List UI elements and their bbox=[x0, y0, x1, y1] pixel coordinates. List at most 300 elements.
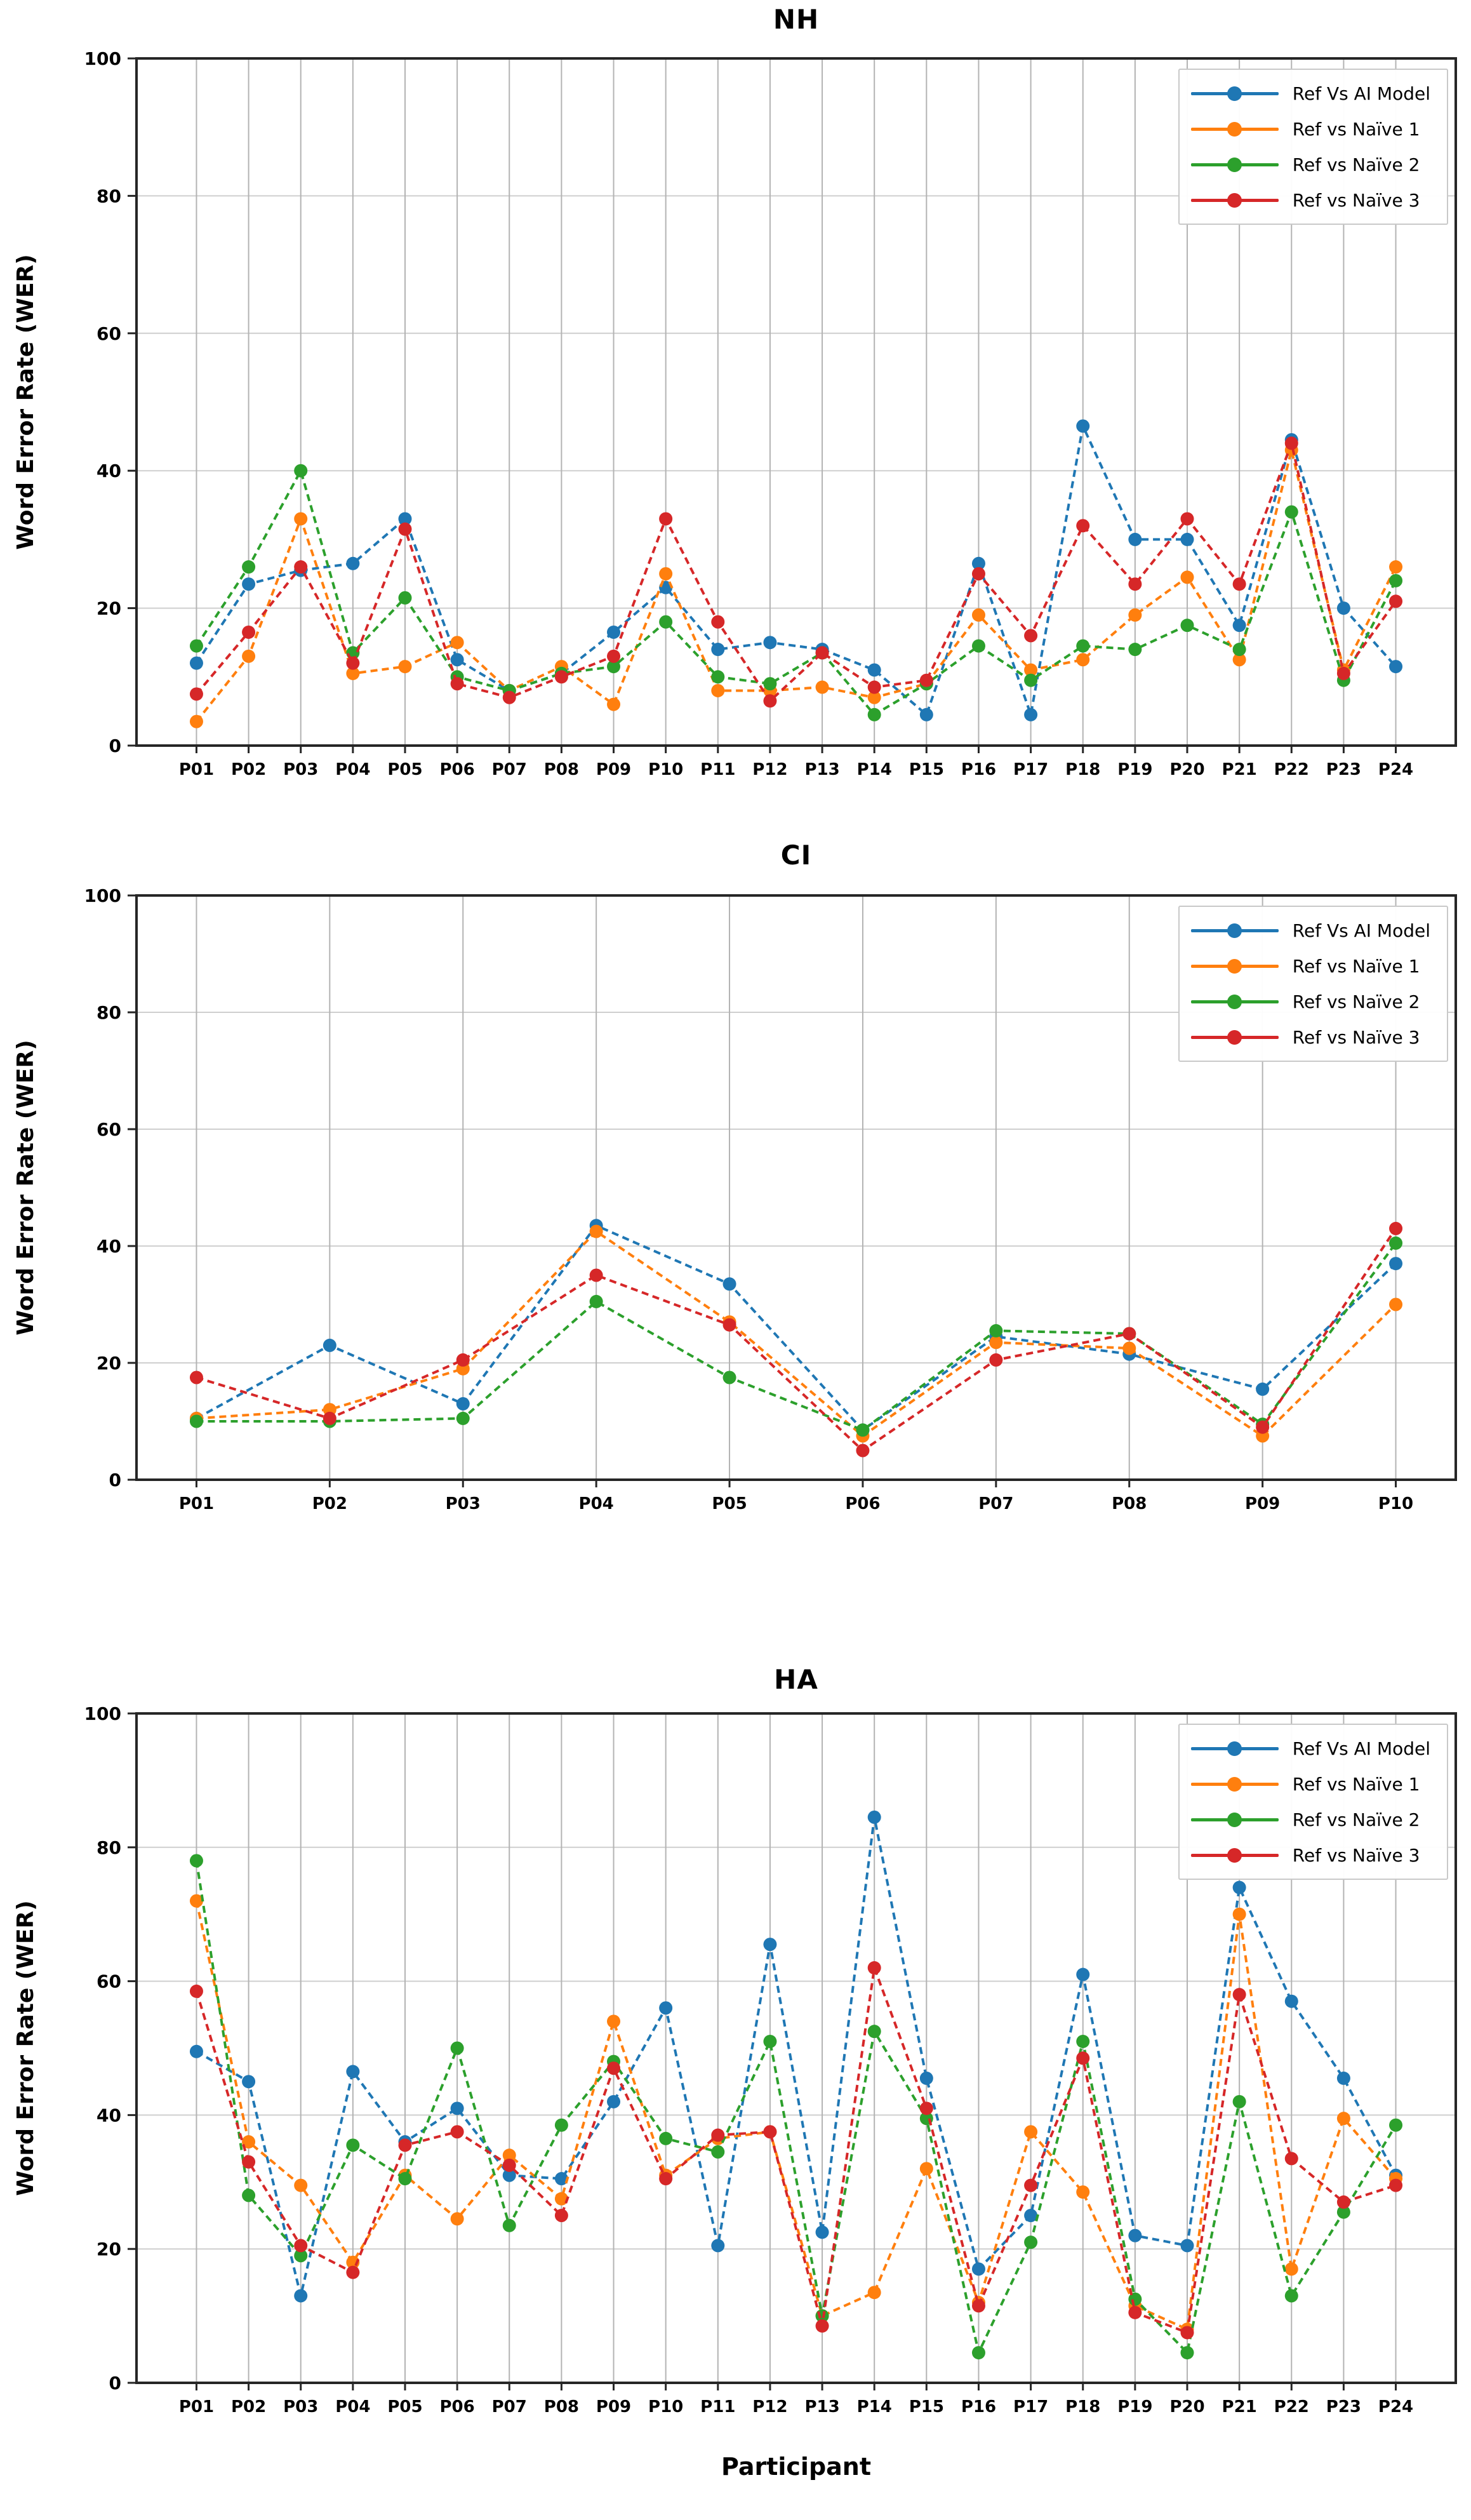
marker-ref-vs-ai-model bbox=[659, 2001, 672, 2014]
legend-item-ref-vs-na-ve-2 bbox=[1191, 150, 1430, 179]
marker-ref-vs-na-ve-3 bbox=[1389, 594, 1402, 608]
marker-ref-vs-na-ve-2 bbox=[659, 2132, 672, 2145]
x-tick-label: P19 bbox=[1117, 760, 1153, 779]
legend-line-icon bbox=[1191, 1029, 1279, 1045]
x-tick-label: P03 bbox=[283, 2397, 319, 2416]
marker-ref-vs-ai-model bbox=[1233, 1881, 1246, 1894]
x-tick-label: P19 bbox=[1117, 2397, 1153, 2416]
x-tick-label: P02 bbox=[230, 2397, 267, 2416]
y-tick-label: 100 bbox=[84, 885, 121, 906]
marker-ref-vs-na-ve-3 bbox=[1076, 519, 1089, 532]
x-tick-label: P21 bbox=[1221, 760, 1257, 779]
marker-ref-vs-ai-model bbox=[763, 1938, 776, 1951]
marker-ref-vs-na-ve-1 bbox=[294, 512, 307, 525]
legend-item-ref-vs-na-ve-2 bbox=[1191, 1805, 1430, 1834]
marker-ref-vs-ai-model bbox=[868, 1811, 881, 1824]
marker-ref-vs-na-ve-3 bbox=[346, 2266, 359, 2279]
legend-label: Ref vs Naïve 1 bbox=[1292, 955, 1420, 977]
marker-ref-vs-ai-model bbox=[607, 2095, 620, 2108]
marker-ref-vs-na-ve-1 bbox=[711, 684, 724, 697]
x-tick-label: P10 bbox=[648, 760, 684, 779]
legend-label: Ref Vs AI Model bbox=[1292, 1738, 1430, 1759]
marker-ref-vs-na-ve-3 bbox=[503, 691, 516, 704]
legend-item-ref-vs-na-ve-1 bbox=[1191, 1769, 1430, 1799]
marker-ref-vs-na-ve-3 bbox=[242, 626, 255, 639]
marker-ref-vs-na-ve-1 bbox=[1076, 653, 1089, 666]
y-tick-label: 80 bbox=[97, 1837, 121, 1858]
marker-ref-vs-na-ve-3 bbox=[816, 2319, 829, 2333]
marker-ref-vs-na-ve-3 bbox=[451, 2125, 464, 2138]
x-tick-label: P02 bbox=[312, 1494, 347, 1513]
marker-ref-vs-ai-model bbox=[1285, 1995, 1298, 2008]
y-tick-label: 100 bbox=[84, 48, 121, 69]
series-line-ref-vs-na-ve-3 bbox=[196, 1228, 1395, 1451]
x-axis-label: Participant bbox=[721, 2453, 871, 2481]
marker-ref-vs-na-ve-1 bbox=[607, 698, 620, 711]
marker-ref-vs-ai-model bbox=[294, 2289, 307, 2302]
marker-ref-vs-na-ve-3 bbox=[1389, 1222, 1402, 1235]
marker-ref-vs-na-ve-2 bbox=[398, 591, 411, 605]
marker-ref-vs-na-ve-2 bbox=[763, 677, 776, 690]
marker-ref-vs-ai-model bbox=[451, 653, 464, 666]
x-tick-label: P04 bbox=[335, 2397, 371, 2416]
marker-ref-vs-na-ve-1 bbox=[607, 2014, 620, 2028]
x-tick-label: P08 bbox=[543, 2397, 580, 2416]
legend-label: Ref vs Naïve 2 bbox=[1292, 991, 1420, 1012]
marker-ref-vs-na-ve-3 bbox=[1024, 629, 1037, 642]
series-line-ref-vs-na-ve-1 bbox=[196, 1231, 1395, 1436]
marker-ref-vs-na-ve-2 bbox=[1285, 2289, 1298, 2302]
chart-title-ha: HA bbox=[774, 1664, 818, 1695]
marker-ref-vs-na-ve-2 bbox=[1285, 506, 1298, 519]
marker-ref-vs-na-ve-2 bbox=[590, 1295, 603, 1308]
x-tick-label: P14 bbox=[856, 760, 892, 779]
legend-label: Ref vs Naïve 1 bbox=[1292, 118, 1420, 140]
legend-line-icon bbox=[1191, 923, 1279, 938]
y-tick-label: 20 bbox=[97, 2239, 121, 2260]
marker-ref-vs-na-ve-1 bbox=[590, 1225, 603, 1238]
y-tick-label: 60 bbox=[97, 323, 121, 344]
marker-ref-vs-na-ve-2 bbox=[659, 615, 672, 629]
x-tick-label: P01 bbox=[178, 2397, 215, 2416]
marker-ref-vs-na-ve-3 bbox=[1337, 667, 1350, 680]
marker-ref-vs-na-ve-3 bbox=[1233, 577, 1246, 591]
marker-ref-vs-ai-model bbox=[323, 1339, 336, 1352]
legend-line-icon bbox=[1191, 1776, 1279, 1792]
legend-label: Ref vs Naïve 2 bbox=[1292, 1809, 1420, 1830]
marker-ref-vs-na-ve-3 bbox=[659, 512, 672, 525]
legend-item-ref-vs-ai-model bbox=[1191, 916, 1430, 945]
chart-title-ci: CI bbox=[780, 840, 812, 871]
marker-ref-vs-na-ve-3 bbox=[1076, 2051, 1089, 2065]
legend-item-ref-vs-na-ve-1 bbox=[1191, 114, 1430, 144]
x-tick-label: P22 bbox=[1274, 760, 1309, 779]
y-tick-label: 60 bbox=[97, 1971, 121, 1992]
legend-item-ref-vs-na-ve-3 bbox=[1191, 185, 1430, 215]
marker-ref-vs-na-ve-3 bbox=[972, 567, 985, 580]
y-tick-label: 80 bbox=[97, 185, 121, 207]
chart-panel-ha bbox=[0, 1664, 1471, 2520]
marker-ref-vs-na-ve-3 bbox=[763, 2125, 776, 2138]
marker-ref-vs-na-ve-2 bbox=[1181, 2346, 1194, 2359]
marker-ref-vs-na-ve-1 bbox=[190, 715, 203, 728]
marker-ref-vs-na-ve-2 bbox=[1233, 643, 1246, 656]
marker-ref-vs-na-ve-2 bbox=[1389, 574, 1402, 587]
marker-ref-vs-ai-model bbox=[346, 2065, 359, 2078]
marker-ref-vs-na-ve-1 bbox=[816, 681, 829, 694]
marker-ref-vs-na-ve-3 bbox=[1128, 577, 1142, 591]
x-tick-label: P22 bbox=[1274, 2397, 1309, 2416]
series-line-ref-vs-na-ve-2 bbox=[196, 471, 1395, 714]
x-tick-label: P15 bbox=[909, 2397, 944, 2416]
marker-ref-vs-na-ve-3 bbox=[1122, 1327, 1136, 1341]
chart-panel-ci bbox=[0, 807, 1471, 1664]
marker-ref-vs-na-ve-3 bbox=[398, 523, 411, 536]
marker-ref-vs-na-ve-3 bbox=[555, 670, 568, 683]
marker-ref-vs-na-ve-1 bbox=[972, 608, 985, 622]
legend-item-ref-vs-na-ve-1 bbox=[1191, 951, 1430, 981]
x-tick-label: P03 bbox=[445, 1494, 481, 1513]
legend-item-ref-vs-na-ve-3 bbox=[1191, 1022, 1430, 1052]
marker-ref-vs-na-ve-3 bbox=[920, 674, 933, 687]
marker-ref-vs-ai-model bbox=[816, 2225, 829, 2239]
marker-ref-vs-na-ve-2 bbox=[1076, 640, 1089, 653]
marker-ref-vs-ai-model bbox=[242, 577, 255, 591]
x-tick-label: P07 bbox=[491, 760, 527, 779]
marker-ref-vs-na-ve-3 bbox=[1337, 2195, 1350, 2209]
y-tick-label: 20 bbox=[97, 1353, 121, 1374]
legend-label: Ref vs Naïve 3 bbox=[1292, 1844, 1420, 1866]
x-tick-label: P18 bbox=[1065, 760, 1101, 779]
marker-ref-vs-na-ve-1 bbox=[1024, 2125, 1037, 2138]
marker-ref-vs-na-ve-2 bbox=[1024, 674, 1037, 687]
x-tick-label: P14 bbox=[856, 2397, 892, 2416]
marker-ref-vs-ai-model bbox=[1337, 601, 1350, 615]
marker-ref-vs-na-ve-3 bbox=[1181, 512, 1194, 525]
series-line-ref-vs-na-ve-1 bbox=[196, 450, 1395, 721]
x-tick-label: P20 bbox=[1169, 2397, 1205, 2416]
x-tick-label: P10 bbox=[648, 2397, 684, 2416]
x-tick-label: P02 bbox=[230, 760, 267, 779]
marker-ref-vs-na-ve-2 bbox=[398, 2172, 411, 2185]
marker-ref-vs-na-ve-3 bbox=[1024, 2179, 1037, 2192]
y-tick-label: 20 bbox=[97, 598, 121, 619]
marker-ref-vs-na-ve-2 bbox=[346, 2138, 359, 2152]
marker-ref-vs-na-ve-1 bbox=[989, 1336, 1002, 1349]
marker-ref-vs-na-ve-1 bbox=[868, 2286, 881, 2299]
marker-ref-vs-na-ve-1 bbox=[242, 650, 255, 663]
marker-ref-vs-ai-model bbox=[1181, 2239, 1194, 2252]
marker-ref-vs-na-ve-2 bbox=[1024, 2235, 1037, 2249]
marker-ref-vs-ai-model bbox=[1337, 2072, 1350, 2085]
x-tick-label: P21 bbox=[1221, 2397, 1257, 2416]
legend-item-ref-vs-na-ve-3 bbox=[1191, 1840, 1430, 1870]
legend-label: Ref vs Naïve 2 bbox=[1292, 154, 1420, 175]
y-axis-label: Word Error Rate (WER) bbox=[13, 254, 39, 550]
y-tick-label: 40 bbox=[97, 1236, 121, 1257]
marker-ref-vs-ai-model bbox=[1256, 1383, 1269, 1396]
y-axis-label: Word Error Rate (WER) bbox=[13, 1040, 39, 1336]
x-tick-label: P18 bbox=[1065, 2397, 1101, 2416]
marker-ref-vs-na-ve-1 bbox=[451, 636, 464, 649]
marker-ref-vs-ai-model bbox=[763, 636, 776, 649]
marker-ref-vs-na-ve-3 bbox=[659, 2172, 672, 2185]
marker-ref-vs-na-ve-3 bbox=[1233, 1988, 1246, 2001]
x-tick-label: P17 bbox=[1013, 760, 1049, 779]
y-tick-label: 40 bbox=[97, 460, 121, 482]
marker-ref-vs-na-ve-2 bbox=[1233, 2095, 1246, 2108]
marker-ref-vs-na-ve-2 bbox=[555, 2119, 568, 2132]
x-tick-label: P05 bbox=[712, 1494, 747, 1513]
x-tick-label: P08 bbox=[1112, 1494, 1147, 1513]
y-axis-label: Word Error Rate (WER) bbox=[13, 1900, 39, 2196]
marker-ref-vs-ai-model bbox=[1181, 533, 1194, 546]
y-tick-label: 0 bbox=[109, 2373, 121, 2394]
marker-ref-vs-na-ve-3 bbox=[1128, 2306, 1142, 2319]
marker-ref-vs-na-ve-1 bbox=[920, 2162, 933, 2175]
marker-ref-vs-na-ve-3 bbox=[607, 2061, 620, 2075]
marker-ref-vs-na-ve-1 bbox=[1389, 560, 1402, 573]
x-tick-label: P20 bbox=[1169, 760, 1205, 779]
y-tick-label: 0 bbox=[109, 735, 121, 756]
marker-ref-vs-na-ve-2 bbox=[1181, 619, 1194, 632]
legend-line-icon bbox=[1191, 994, 1279, 1009]
x-tick-label: P23 bbox=[1326, 2397, 1362, 2416]
marker-ref-vs-na-ve-3 bbox=[456, 1353, 470, 1367]
marker-ref-vs-na-ve-3 bbox=[294, 560, 307, 573]
marker-ref-vs-ai-model bbox=[1128, 533, 1142, 546]
x-tick-label: P06 bbox=[439, 2397, 475, 2416]
y-tick-label: 40 bbox=[97, 2105, 121, 2126]
marker-ref-vs-na-ve-1 bbox=[1389, 1298, 1402, 1311]
x-tick-label: P09 bbox=[1245, 1494, 1281, 1513]
marker-ref-vs-ai-model bbox=[1076, 1968, 1089, 1981]
marker-ref-vs-na-ve-2 bbox=[242, 560, 255, 573]
legend-label: Ref Vs AI Model bbox=[1292, 920, 1430, 941]
chart-panel-nh bbox=[0, 0, 1471, 807]
marker-ref-vs-ai-model bbox=[607, 626, 620, 639]
x-tick-label: P11 bbox=[700, 2397, 736, 2416]
marker-ref-vs-na-ve-2 bbox=[190, 640, 203, 653]
x-tick-label: P09 bbox=[596, 760, 632, 779]
legend-ci bbox=[1178, 906, 1448, 1062]
x-tick-label: P06 bbox=[439, 760, 475, 779]
marker-ref-vs-na-ve-2 bbox=[1389, 1237, 1402, 1250]
marker-ref-vs-na-ve-3 bbox=[1181, 2326, 1194, 2339]
legend-line-icon bbox=[1191, 1847, 1279, 1863]
legend-label: Ref Vs AI Model bbox=[1292, 83, 1430, 104]
marker-ref-vs-na-ve-2 bbox=[763, 2035, 776, 2048]
marker-ref-vs-ai-model bbox=[456, 1397, 470, 1411]
marker-ref-vs-na-ve-2 bbox=[1389, 2119, 1402, 2132]
series-line-ref-vs-ai-model bbox=[196, 1226, 1395, 1430]
marker-ref-vs-na-ve-1 bbox=[1181, 570, 1194, 584]
x-tick-label: P09 bbox=[596, 2397, 632, 2416]
marker-ref-vs-ai-model bbox=[1233, 619, 1246, 632]
marker-ref-vs-na-ve-2 bbox=[190, 1415, 203, 1428]
marker-ref-vs-na-ve-3 bbox=[607, 650, 620, 663]
marker-ref-vs-ai-model bbox=[1128, 2229, 1142, 2242]
legend-label: Ref vs Naïve 3 bbox=[1292, 1026, 1420, 1048]
legend-label: Ref vs Naïve 3 bbox=[1292, 189, 1420, 211]
marker-ref-vs-ai-model bbox=[1024, 708, 1037, 721]
marker-ref-vs-na-ve-2 bbox=[868, 2025, 881, 2038]
marker-ref-vs-na-ve-3 bbox=[1389, 2179, 1402, 2192]
x-tick-label: P15 bbox=[909, 760, 944, 779]
series-line-ref-vs-na-ve-3 bbox=[196, 1968, 1395, 2333]
marker-ref-vs-na-ve-3 bbox=[711, 615, 724, 629]
marker-ref-vs-ai-model bbox=[1389, 660, 1402, 673]
marker-ref-vs-ai-model bbox=[1076, 419, 1089, 432]
x-tick-label: P07 bbox=[978, 1494, 1014, 1513]
marker-ref-vs-na-ve-2 bbox=[723, 1371, 736, 1384]
x-tick-label: P08 bbox=[543, 760, 580, 779]
y-tick-label: 0 bbox=[109, 1470, 121, 1491]
marker-ref-vs-na-ve-3 bbox=[1285, 2152, 1298, 2165]
x-tick-label: P12 bbox=[752, 2397, 788, 2416]
marker-ref-vs-na-ve-2 bbox=[972, 640, 985, 653]
marker-ref-vs-na-ve-3 bbox=[868, 1961, 881, 1974]
legend-line-icon bbox=[1191, 121, 1279, 137]
marker-ref-vs-na-ve-3 bbox=[723, 1318, 736, 1332]
marker-ref-vs-na-ve-1 bbox=[398, 660, 411, 673]
marker-ref-vs-na-ve-3 bbox=[1256, 1421, 1269, 1434]
marker-ref-vs-na-ve-1 bbox=[659, 567, 672, 580]
marker-ref-vs-na-ve-2 bbox=[242, 2188, 255, 2202]
x-tick-label: P11 bbox=[700, 760, 736, 779]
marker-ref-vs-na-ve-3 bbox=[190, 687, 203, 700]
x-tick-label: P24 bbox=[1378, 2397, 1414, 2416]
marker-ref-vs-ai-model bbox=[711, 2239, 724, 2252]
x-tick-label: P04 bbox=[335, 760, 371, 779]
x-tick-label: P01 bbox=[178, 1494, 215, 1513]
marker-ref-vs-na-ve-2 bbox=[451, 2042, 464, 2055]
x-tick-label: P07 bbox=[491, 2397, 527, 2416]
marker-ref-vs-na-ve-3 bbox=[323, 1412, 336, 1425]
x-tick-label: P12 bbox=[752, 760, 788, 779]
x-tick-label: P05 bbox=[387, 760, 423, 779]
marker-ref-vs-na-ve-3 bbox=[920, 2101, 933, 2115]
marker-ref-vs-na-ve-2 bbox=[856, 1423, 869, 1437]
marker-ref-vs-na-ve-2 bbox=[1076, 2035, 1089, 2048]
marker-ref-vs-na-ve-2 bbox=[294, 464, 307, 478]
marker-ref-vs-na-ve-3 bbox=[1285, 436, 1298, 450]
x-tick-label: P04 bbox=[578, 1494, 614, 1513]
legend-item-ref-vs-na-ve-2 bbox=[1191, 987, 1430, 1016]
y-tick-label: 60 bbox=[97, 1119, 121, 1140]
marker-ref-vs-na-ve-3 bbox=[398, 2138, 411, 2152]
legend-line-icon bbox=[1191, 157, 1279, 172]
x-tick-label: P17 bbox=[1013, 2397, 1049, 2416]
marker-ref-vs-na-ve-3 bbox=[503, 2159, 516, 2172]
marker-ref-vs-na-ve-1 bbox=[1337, 2112, 1350, 2125]
marker-ref-vs-ai-model bbox=[711, 643, 724, 656]
marker-ref-vs-na-ve-3 bbox=[816, 646, 829, 659]
marker-ref-vs-na-ve-3 bbox=[590, 1269, 603, 1282]
marker-ref-vs-ai-model bbox=[972, 2262, 985, 2275]
x-tick-label: P05 bbox=[387, 2397, 423, 2416]
marker-ref-vs-na-ve-3 bbox=[868, 681, 881, 694]
marker-ref-vs-na-ve-2 bbox=[190, 1854, 203, 1867]
marker-ref-vs-na-ve-2 bbox=[711, 2145, 724, 2159]
legend-item-ref-vs-ai-model bbox=[1191, 1734, 1430, 1763]
x-tick-label: P03 bbox=[283, 760, 319, 779]
legend-line-icon bbox=[1191, 1812, 1279, 1827]
marker-ref-vs-na-ve-3 bbox=[294, 2239, 307, 2252]
marker-ref-vs-na-ve-3 bbox=[989, 1353, 1002, 1367]
marker-ref-vs-na-ve-1 bbox=[1128, 608, 1142, 622]
marker-ref-vs-na-ve-3 bbox=[190, 1985, 203, 1998]
marker-ref-vs-ai-model bbox=[1389, 1257, 1402, 1270]
marker-ref-vs-na-ve-2 bbox=[711, 670, 724, 683]
marker-ref-vs-na-ve-1 bbox=[1233, 1908, 1246, 1921]
marker-ref-vs-ai-model bbox=[242, 2075, 255, 2088]
series-line-ref-vs-na-ve-2 bbox=[196, 1243, 1395, 1430]
y-tick-label: 80 bbox=[97, 1002, 121, 1023]
marker-ref-vs-na-ve-2 bbox=[1128, 643, 1142, 656]
x-tick-label: P16 bbox=[961, 2397, 997, 2416]
marker-ref-vs-ai-model bbox=[868, 663, 881, 676]
marker-ref-vs-na-ve-3 bbox=[972, 2299, 985, 2312]
marker-ref-vs-na-ve-2 bbox=[868, 708, 881, 721]
marker-ref-vs-na-ve-3 bbox=[555, 2209, 568, 2222]
x-tick-label: P10 bbox=[1378, 1494, 1414, 1513]
x-tick-label: P23 bbox=[1326, 760, 1362, 779]
series-line-ref-vs-na-ve-3 bbox=[196, 443, 1395, 701]
marker-ref-vs-na-ve-3 bbox=[346, 657, 359, 670]
marker-ref-vs-na-ve-2 bbox=[972, 2346, 985, 2359]
legend-label: Ref vs Naïve 1 bbox=[1292, 1773, 1420, 1795]
marker-ref-vs-na-ve-3 bbox=[763, 694, 776, 707]
chart-title-nh: NH bbox=[773, 4, 820, 35]
marker-ref-vs-ai-model bbox=[920, 2072, 933, 2085]
marker-ref-vs-ai-model bbox=[723, 1277, 736, 1290]
legend-ha bbox=[1178, 1724, 1448, 1880]
x-tick-label: P16 bbox=[961, 760, 997, 779]
x-tick-label: P06 bbox=[845, 1494, 881, 1513]
marker-ref-vs-na-ve-3 bbox=[711, 2129, 724, 2142]
legend-line-icon bbox=[1191, 86, 1279, 101]
legend-line-icon bbox=[1191, 192, 1279, 208]
x-tick-label: P24 bbox=[1378, 760, 1414, 779]
marker-ref-vs-na-ve-3 bbox=[451, 677, 464, 690]
marker-ref-vs-ai-model bbox=[190, 657, 203, 670]
marker-ref-vs-na-ve-1 bbox=[1285, 2262, 1298, 2275]
marker-ref-vs-na-ve-1 bbox=[451, 2212, 464, 2225]
x-tick-label: P13 bbox=[804, 2397, 840, 2416]
marker-ref-vs-na-ve-2 bbox=[989, 1324, 1002, 1337]
legend-nh bbox=[1178, 69, 1448, 225]
x-tick-label: P01 bbox=[178, 760, 215, 779]
x-tick-label: P13 bbox=[804, 760, 840, 779]
legend-line-icon bbox=[1191, 1741, 1279, 1756]
marker-ref-vs-na-ve-2 bbox=[456, 1412, 470, 1425]
marker-ref-vs-na-ve-3 bbox=[242, 2155, 255, 2169]
legend-line-icon bbox=[1191, 958, 1279, 974]
marker-ref-vs-ai-model bbox=[346, 557, 359, 570]
marker-ref-vs-na-ve-3 bbox=[190, 1371, 203, 1384]
marker-ref-vs-na-ve-1 bbox=[294, 2179, 307, 2192]
marker-ref-vs-ai-model bbox=[190, 2045, 203, 2058]
marker-ref-vs-na-ve-1 bbox=[1076, 2185, 1089, 2199]
legend-item-ref-vs-ai-model bbox=[1191, 79, 1430, 108]
marker-ref-vs-ai-model bbox=[920, 708, 933, 721]
y-tick-label: 100 bbox=[84, 1703, 121, 1724]
marker-ref-vs-na-ve-2 bbox=[503, 2219, 516, 2232]
marker-ref-vs-na-ve-3 bbox=[856, 1444, 869, 1458]
marker-ref-vs-na-ve-1 bbox=[1122, 1342, 1136, 1355]
marker-ref-vs-ai-model bbox=[451, 2101, 464, 2115]
